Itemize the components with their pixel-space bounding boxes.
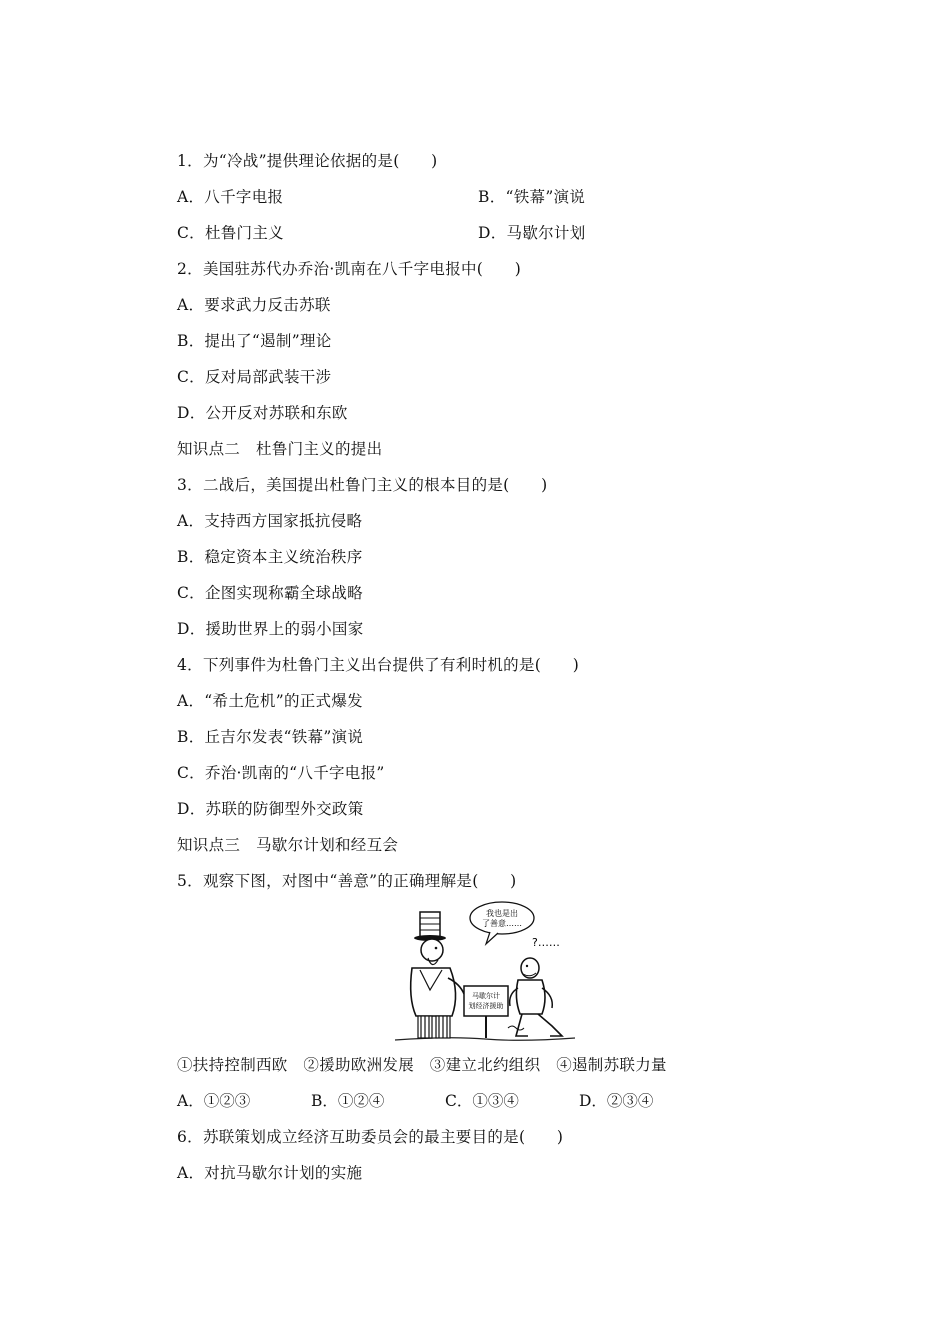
question-3-option-a: A．支持西方国家抵抗侵略 bbox=[177, 512, 363, 530]
question-2-option-a: A．要求武力反击苏联 bbox=[177, 296, 331, 314]
question-5-option-d: D．②③④ bbox=[579, 1092, 654, 1110]
speech-bubble-line-2: 了善意…… bbox=[482, 919, 522, 928]
question-3-stem: 3．二战后，美国提出杜鲁门主义的根本目的是( ) bbox=[177, 476, 548, 494]
question-5-items: ①扶持控制西欧 ②援助欧洲发展 ③建立北约组织 ④遏制苏联力量 bbox=[177, 1056, 667, 1074]
question-4-option-c: C．乔治·凯南的“八千字电报” bbox=[177, 764, 385, 782]
question-1-option-b: B．“铁幕”演说 bbox=[478, 188, 586, 206]
question-3-option-c: C．企图实现称霸全球战略 bbox=[177, 584, 363, 602]
sign-line-2: 划经济援助 bbox=[468, 1002, 504, 1010]
question-6-option-a: A．对抗马歇尔计划的实施 bbox=[177, 1164, 363, 1182]
speech-bubble-line-1: 我也是出 bbox=[486, 909, 518, 918]
question-6-stem: 6．苏联策划成立经济互助委员会的最主要目的是( ) bbox=[177, 1128, 564, 1146]
question-4-option-b: B．丘吉尔发表“铁幕”演说 bbox=[177, 728, 364, 746]
question-1-stem: 1．为“冷战”提供理论依据的是( ) bbox=[177, 152, 438, 170]
sign-line-1: 马歇尔计 bbox=[472, 992, 500, 1000]
question-5-option-b: B．①②④ bbox=[311, 1092, 385, 1110]
question-4-stem: 4．下列事件为杜鲁门主义出台提供了有利时机的是( ) bbox=[177, 656, 580, 674]
section-heading-2: 知识点二 杜鲁门主义的提出 bbox=[177, 440, 383, 458]
question-2-option-d: D．公开反对苏联和东欧 bbox=[177, 404, 348, 422]
question-2-option-c: C．反对局部武装干涉 bbox=[177, 368, 332, 386]
question-3-option-d: D．援助世界上的弱小国家 bbox=[177, 620, 364, 638]
question-5-stem: 5．观察下图，对图中“善意”的正确理解是( ) bbox=[177, 872, 517, 890]
marshall-plan-cartoon bbox=[390, 898, 580, 1048]
question-1-option-d: D．马歇尔计划 bbox=[478, 224, 586, 242]
question-2-option-b: B．提出了“遏制”理论 bbox=[177, 332, 332, 350]
question-3-option-b: B．稳定资本主义统治秩序 bbox=[177, 548, 363, 566]
question-1-option-a: A．八千字电报 bbox=[177, 188, 284, 206]
question-4-option-a: A．“希土危机”的正式爆发 bbox=[177, 692, 363, 710]
question-5-option-c: C．①③④ bbox=[445, 1092, 519, 1110]
question-2-stem: 2．美国驻苏代办乔治·凯南在八千字电报中( ) bbox=[177, 260, 522, 278]
section-heading-3: 知识点三 马歇尔计划和经互会 bbox=[177, 836, 399, 854]
question-4-option-d: D．苏联的防御型外交政策 bbox=[177, 800, 364, 818]
question-1-option-c: C．杜鲁门主义 bbox=[177, 224, 284, 242]
question-mark-bubble: ?…… bbox=[532, 936, 560, 949]
question-5-option-a: A．①②③ bbox=[177, 1092, 251, 1110]
